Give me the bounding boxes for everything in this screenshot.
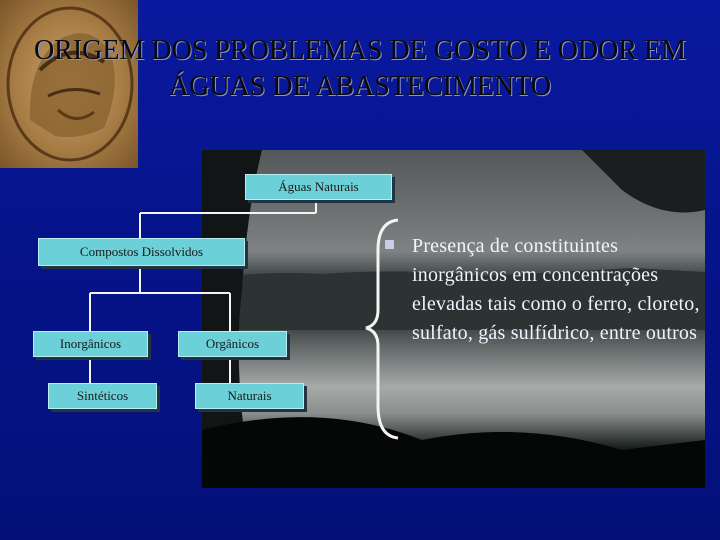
node-inorganicos: Inorgânicos — [33, 331, 148, 357]
node-naturais: Naturais — [195, 383, 304, 409]
slide-title: ORIGEM DOS PROBLEMAS DE GOSTO E ODOR EM ÁGUAS DE ABASTECIMENTO — [33, 35, 687, 102]
square-bullet-icon — [385, 240, 394, 249]
node-sinteticos: Sintéticos — [48, 383, 157, 409]
node-organicos: Orgânicos — [178, 331, 287, 357]
node-compostos-dissolvidos: Compostos Dissolvidos — [38, 238, 245, 266]
node-aguas-naturais: Águas Naturais — [245, 174, 392, 200]
bullet-text: Presença de constituintes inorgânicos em concentrações elevadas tais como o ferro, cloreto, sulfato, gás sulfídrico, entre outros — [412, 235, 700, 344]
brace-bracket — [366, 220, 398, 438]
